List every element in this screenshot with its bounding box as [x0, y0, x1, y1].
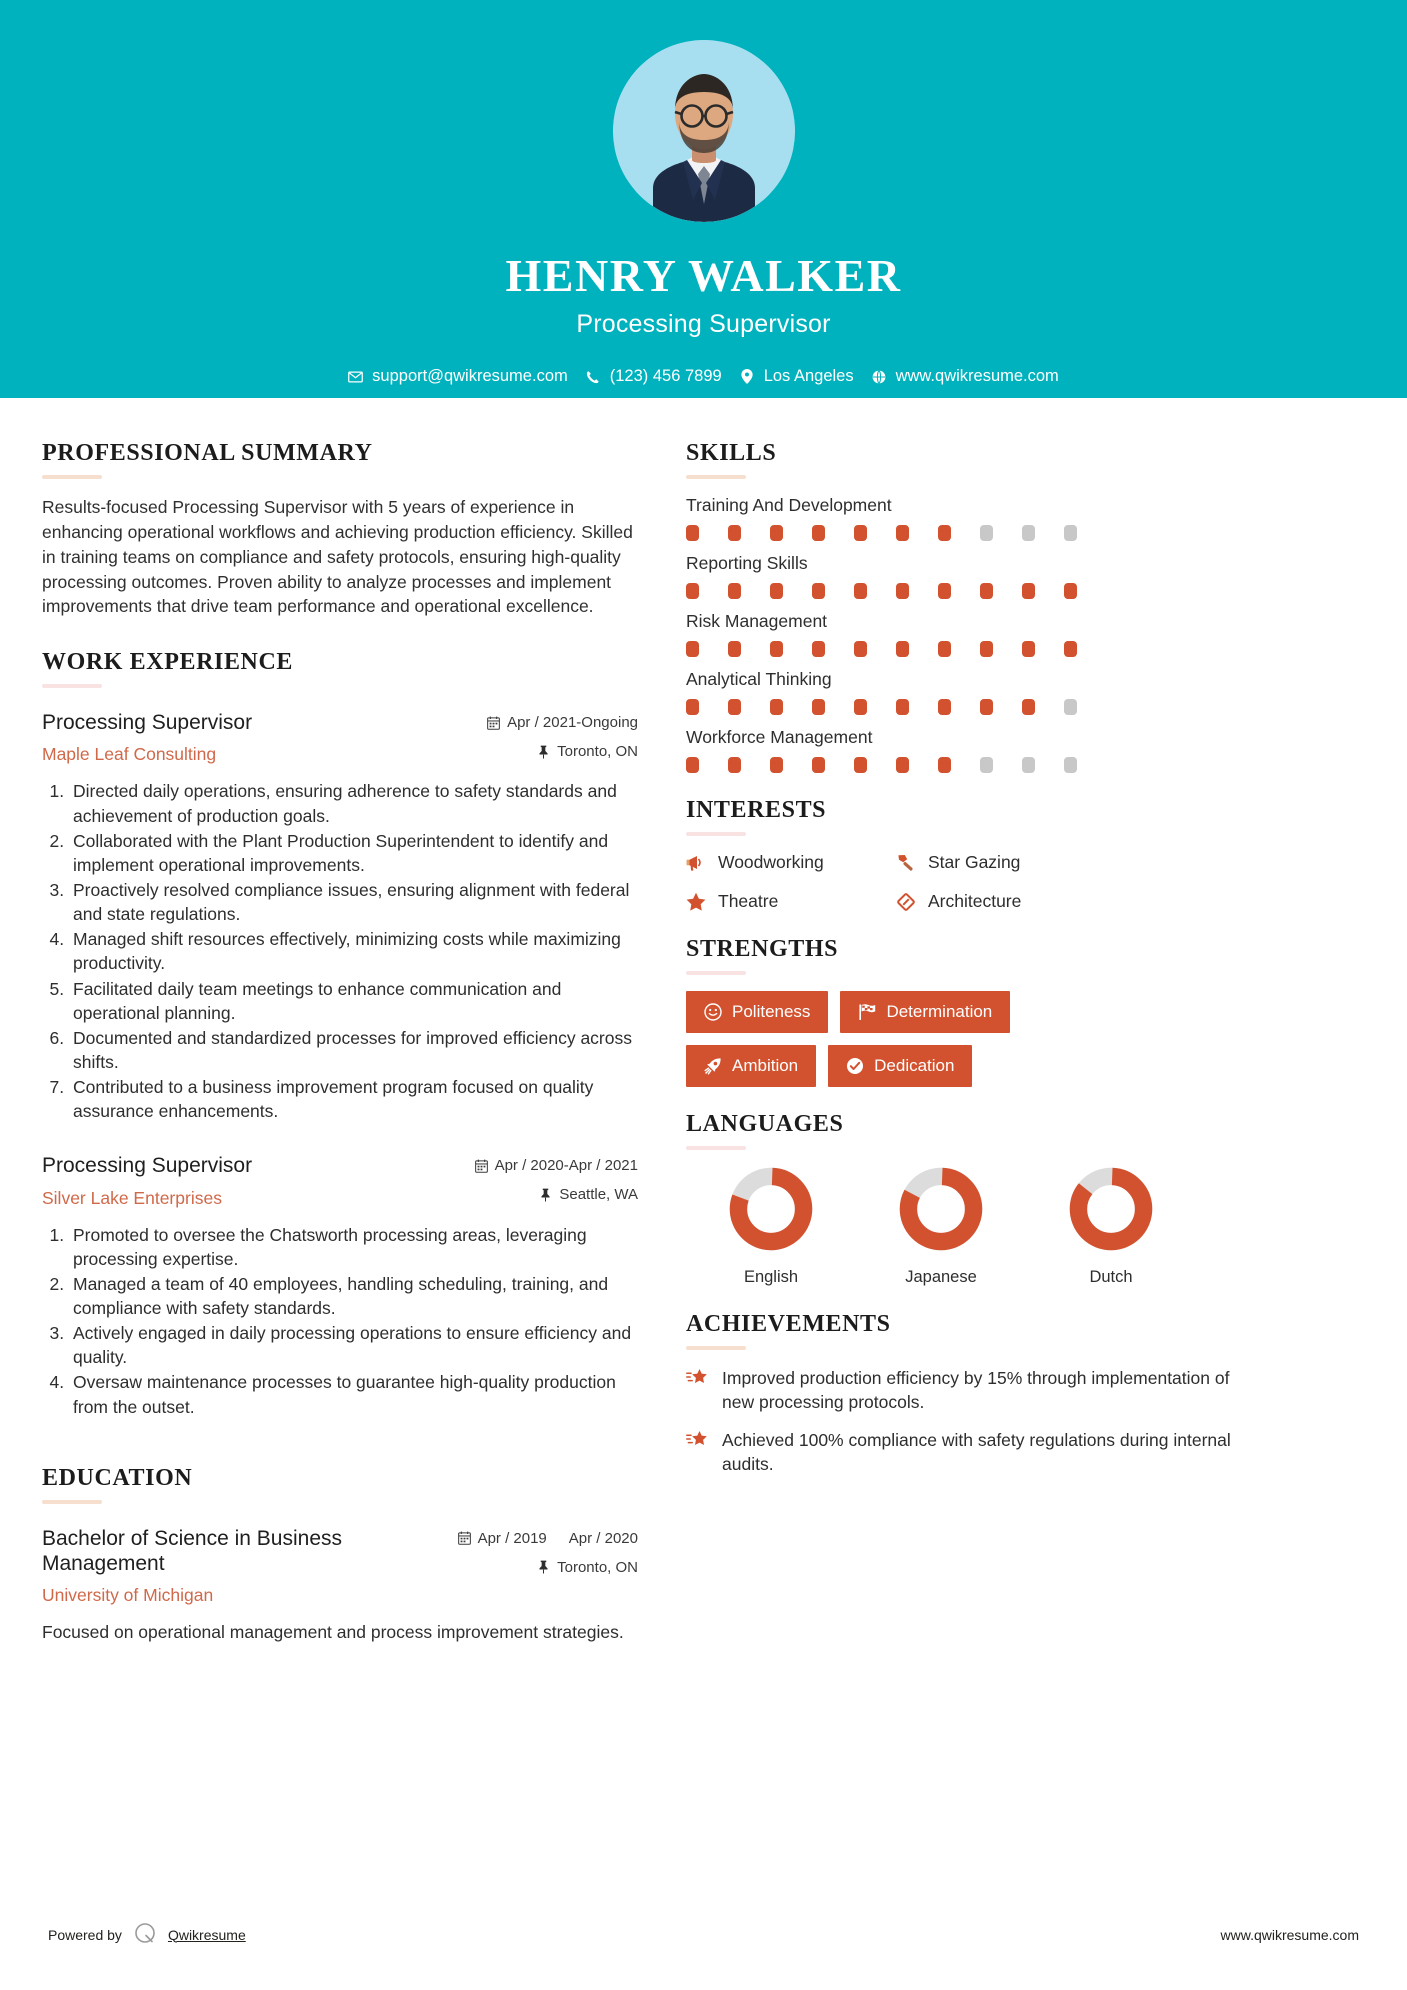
strength-label: Determination [886, 1002, 993, 1021]
section-professional-summary [42, 440, 638, 619]
section-achievements [686, 1311, 1264, 1477]
skill-name: Reporting Skills [686, 553, 808, 573]
list-item: 4. Oversaw maintenance processes to guarantee high-quality production from the outset. [69, 1370, 638, 1418]
interest-label: Theatre [718, 891, 779, 911]
globe-icon [872, 369, 887, 384]
skill-name: Analytical Thinking [686, 669, 832, 689]
work-location-text: Toronto, ON [557, 743, 638, 761]
skill-item [686, 553, 1264, 599]
work-dates-text: Apr / 2020-Apr / 2021 [494, 1157, 638, 1175]
education-degree: Bachelor of Science in Business Management [42, 1526, 342, 1575]
skill-dot [938, 641, 951, 657]
strength-badge [686, 1045, 816, 1087]
avatar [613, 40, 795, 222]
achievement-item [686, 1428, 1264, 1476]
work-organization: Silver Lake Enterprises [42, 1187, 222, 1208]
skill-dot [1064, 583, 1077, 599]
language-label: Dutch [1089, 1268, 1133, 1286]
language-item [856, 1166, 1026, 1287]
skill-dot [980, 641, 993, 657]
right-column [686, 440, 1264, 1645]
shooting-star-icon [686, 1368, 708, 1390]
skill-dot [728, 699, 741, 715]
language-donut-chart [1068, 1166, 1154, 1252]
skill-dot [980, 583, 993, 599]
skill-dot [686, 641, 699, 657]
list-item: 1. Promoted to oversee the Chatsworth processing areas, leveraging processing expertise. [69, 1223, 638, 1271]
section-rule [686, 1146, 746, 1150]
pushpin-icon [539, 1188, 552, 1202]
smiley-icon [704, 1003, 722, 1021]
work-dates-text: Apr / 2021-Ongoing [507, 714, 638, 732]
page-title: HENRY WALKER [505, 250, 902, 301]
skill-item [686, 727, 1264, 773]
shooting-star-icon [686, 1430, 708, 1452]
powered-by-label: Powered by [48, 1926, 122, 1943]
skill-dot [980, 699, 993, 715]
skill-dot [938, 699, 951, 715]
interest-label: Architecture [928, 891, 1022, 911]
professional-summary-text: Results-focused Processing Supervisor with 5 years of experience in enhancing operational workflows and achieving production efficiency. Skilled in training teams on compliance and safety protocols, ensuring high-quality processing outcomes. Proven ability to analyze processes and implement improvements that drive team performance and operational excellence. [42, 497, 633, 617]
skill-dot [1022, 641, 1035, 657]
skill-dot [1022, 699, 1035, 715]
skill-dot [1022, 757, 1035, 773]
skill-dot [980, 525, 993, 541]
pushpin-icon [537, 1560, 550, 1574]
section-rule [42, 684, 102, 688]
education-location [458, 1559, 638, 1576]
section-title-work-experience: WORK EXPERIENCE [42, 649, 294, 676]
education-dates [458, 1530, 638, 1547]
section-rule [686, 475, 746, 479]
skill-rating [686, 699, 1264, 715]
language-label: English [743, 1268, 799, 1286]
contact-website-text: www.qwikresume.com [895, 367, 1059, 386]
skill-item [686, 611, 1264, 657]
section-skills [686, 440, 1264, 773]
calendar-icon [458, 1531, 471, 1545]
skill-dot [812, 525, 825, 541]
list-item: 4. Managed shift resources effectively, minimizing costs while maximizing productivity. [69, 927, 638, 975]
section-title-achievements: ACHIEVEMENTS [686, 1311, 891, 1337]
skill-dot [938, 583, 951, 599]
page-footer [0, 1921, 1407, 1948]
section-rule [686, 832, 746, 836]
section-languages [686, 1111, 1264, 1287]
section-strengths [686, 936, 1264, 1087]
skill-dot [812, 699, 825, 715]
skill-dot [686, 757, 699, 773]
work-location [475, 1186, 638, 1203]
section-interests [686, 797, 1264, 912]
skill-dot [938, 525, 951, 541]
calendar-icon [475, 1159, 488, 1173]
skill-name: Risk Management [686, 611, 828, 631]
language-item [686, 1166, 856, 1287]
resume-header [0, 0, 1407, 398]
skill-dot [896, 757, 909, 773]
section-title-education: EDUCATION [42, 1464, 193, 1491]
contact-email-text: support@qwikresume.com [372, 367, 568, 386]
skill-item [686, 495, 1264, 541]
strength-label: Politeness [732, 1002, 811, 1021]
skill-dot [896, 583, 909, 599]
skill-dot [770, 699, 783, 715]
skill-dot [1064, 641, 1077, 657]
pushpin-icon [537, 745, 550, 759]
skill-item [686, 669, 1264, 715]
section-rule [686, 1346, 746, 1350]
map-pin-icon [740, 369, 755, 384]
list-item: 2. Managed a team of 40 employees, handling scheduling, training, and compliance with safety standards. [69, 1272, 638, 1320]
work-location-text: Seattle, WA [559, 1186, 638, 1204]
skill-dot [770, 641, 783, 657]
contact-phone[interactable] [586, 367, 722, 386]
section-title-strengths: STRENGTHS [686, 936, 839, 962]
diamond-icon [896, 892, 916, 912]
skill-dot [812, 757, 825, 773]
list-item: 3. Proactively resolved compliance issues, ensuring alignment with federal and state regulations. [69, 878, 638, 926]
section-rule [686, 971, 746, 975]
skill-dot [896, 699, 909, 715]
skill-dot [854, 583, 867, 599]
list-item: 5. Facilitated daily team meetings to enhance communication and operational planning. [69, 977, 638, 1025]
section-rule [42, 475, 102, 479]
skill-dot [938, 757, 951, 773]
list-item: 1. Directed daily operations, ensuring adherence to safety standards and achievement of production goals. [69, 779, 638, 827]
achievement-text: Achieved 100% compliance with safety regulations during internal audits. [722, 1430, 1231, 1475]
work-role: Processing Supervisor [42, 1154, 253, 1178]
language-donut-chart [728, 1166, 814, 1252]
interest-item [686, 852, 896, 873]
flag-icon [858, 1003, 876, 1021]
strength-label: Dedication [874, 1056, 955, 1075]
work-entry [42, 710, 638, 1123]
skill-dot [728, 757, 741, 773]
skill-dot [854, 757, 867, 773]
megaphone-icon [686, 853, 706, 873]
work-location [487, 743, 638, 760]
skill-rating [686, 583, 1264, 599]
contact-row [348, 367, 1059, 386]
education-location-text: Toronto, ON [557, 1558, 638, 1576]
strength-label: Ambition [732, 1056, 799, 1075]
skill-dot [854, 525, 867, 541]
work-dates [475, 1157, 638, 1174]
section-title-interests: INTERESTS [686, 797, 827, 823]
list-item: 3. Actively engaged in daily processing operations to ensure efficiency and quality. [69, 1321, 638, 1369]
education-institution: University of Michigan [42, 1585, 214, 1606]
list-item: 2. Collaborated with the Plant Production Superintendent to identify and implement operational improvements. [69, 829, 638, 877]
skill-dot [1064, 525, 1077, 541]
education-description: Focused on operational management and process improvement strategies. [42, 1622, 624, 1643]
strength-badge [828, 1045, 972, 1087]
work-bullets [42, 1223, 638, 1419]
qwikresume-link[interactable]: Qwikresume [167, 1926, 246, 1943]
education-entry [42, 1526, 638, 1645]
header-job-title: Processing Supervisor [576, 310, 831, 339]
powered-by [48, 1921, 246, 1948]
section-title-skills: SKILLS [686, 440, 777, 466]
skill-dot [686, 583, 699, 599]
achievement-item [686, 1366, 1264, 1414]
achievement-text: Improved production efficiency by 15% through implementation of new processing protocols. [722, 1368, 1230, 1413]
skill-dot [812, 641, 825, 657]
skill-rating [686, 757, 1264, 773]
skill-dot [854, 699, 867, 715]
skill-name: Training And Development [686, 495, 892, 515]
calendar-icon [487, 716, 500, 730]
list-item: 6. Documented and standardized processes for improved efficiency across shifts. [69, 1026, 638, 1074]
contact-location-text: Los Angeles [763, 367, 854, 386]
skill-dot [1064, 757, 1077, 773]
resume-body [0, 398, 1407, 1645]
skill-dot [770, 583, 783, 599]
interest-item [896, 891, 1264, 912]
work-bullets [42, 779, 638, 1123]
education-date-end: Apr / 2020 [568, 1529, 638, 1547]
check-circle-icon [846, 1057, 864, 1075]
qwikresume-logo-icon [133, 1921, 157, 1948]
skill-dot [686, 525, 699, 541]
rocket-icon [704, 1057, 722, 1075]
section-work-experience [42, 649, 638, 1418]
envelope-icon [348, 369, 363, 384]
education-date-start: Apr / 2019 [477, 1529, 547, 1547]
section-title-languages: LANGUAGES [686, 1111, 844, 1137]
skill-rating [686, 525, 1264, 541]
work-role: Processing Supervisor [42, 711, 253, 735]
skill-dot [1022, 525, 1035, 541]
skill-dot [770, 757, 783, 773]
skill-dot [686, 699, 699, 715]
skill-name: Workforce Management [686, 727, 873, 747]
skill-dot [980, 757, 993, 773]
skill-dot [728, 525, 741, 541]
contact-website[interactable] [872, 367, 1059, 386]
star-icon [686, 892, 706, 912]
skill-dot [896, 641, 909, 657]
left-column [42, 440, 638, 1645]
contact-email[interactable] [348, 367, 568, 386]
strength-badge [686, 991, 828, 1033]
language-item [1026, 1166, 1196, 1287]
skill-dot [854, 641, 867, 657]
avatar-photo [613, 40, 795, 222]
skill-dot [728, 641, 741, 657]
section-education [42, 1465, 638, 1645]
work-entry [42, 1153, 638, 1418]
section-title-professional-summary: PROFESSIONAL SUMMARY [42, 440, 373, 466]
skill-dot [812, 583, 825, 599]
language-charts [686, 1166, 1264, 1287]
phone-icon [586, 369, 601, 384]
interest-label: Star Gazing [928, 852, 1021, 872]
skill-dot [1064, 699, 1077, 715]
skill-dot [770, 525, 783, 541]
skill-dot [1022, 583, 1035, 599]
skill-dot [728, 583, 741, 599]
contact-location[interactable] [740, 367, 854, 386]
interest-item [896, 852, 1264, 873]
hammer-icon [896, 853, 916, 873]
interest-label: Woodworking [718, 852, 824, 872]
skill-rating [686, 641, 1264, 657]
strength-badge [840, 991, 1010, 1033]
work-dates [487, 714, 638, 731]
section-rule [42, 1500, 102, 1504]
skill-dot [896, 525, 909, 541]
footer-website-url: www.qwikresume.com [1220, 1926, 1359, 1943]
interest-item [686, 891, 896, 912]
language-label: Japanese [905, 1268, 977, 1286]
language-donut-chart [898, 1166, 984, 1252]
work-organization: Maple Leaf Consulting [42, 744, 217, 765]
contact-phone-text: (123) 456 7899 [609, 367, 722, 386]
list-item: 7. Contributed to a business improvement program focused on quality assurance enhancements. [69, 1075, 638, 1123]
